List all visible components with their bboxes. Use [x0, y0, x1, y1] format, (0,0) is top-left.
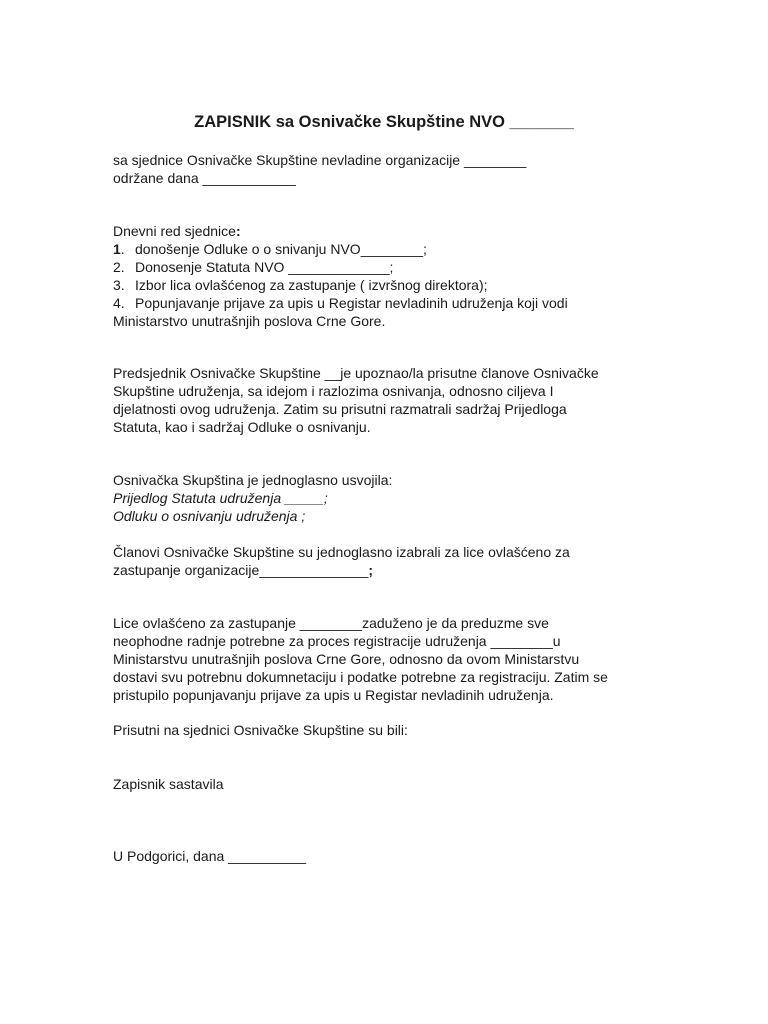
agenda-item	[113, 258, 658, 276]
agenda-heading	[113, 222, 658, 240]
intro-line-1: sa sjednice Osnivačke Skupštine nevladine organizacije ________	[113, 152, 527, 168]
intro-section	[113, 151, 658, 187]
members-line-1: Članovi Osnivačke Skupštine su jednoglasno izabrali za lice ovlašćeno za	[113, 544, 570, 560]
agenda-item-text: Popunjavanje prijave za upis u Registar nevladinih udruženja koji vodi	[135, 295, 568, 311]
agenda-item	[113, 276, 658, 294]
document-title: ZAPISNIK sa Osnivačke Skupštine NVO _______	[194, 113, 574, 131]
agenda-heading-text: Dnevni red sjednice	[113, 223, 236, 239]
paragraph-line: neophodne radnje potrebne za proces registracije udruženja ________u	[113, 633, 561, 649]
members-section	[113, 543, 658, 579]
paragraph-line: Predsjednik Osnivačke Skupštine __je upoznao/la prisutne članove Osnivačke	[113, 365, 599, 381]
agenda-item-text: Donosenje Statuta NVO _____________;	[135, 259, 394, 275]
paragraph-line: Skupštine udruženja, sa idejom i razlozima osnivanja, odnosno ciljeva I	[113, 383, 554, 399]
agenda-item-text: Izbor lica ovlašćenog za zastupanje ( izvršnog direktora);	[135, 277, 488, 293]
paragraph-line: pristupilo popunjavanju prijave za upis u Registar nevladinih udruženja.	[113, 687, 554, 703]
place-date-section	[113, 847, 658, 865]
agenda-item-number	[113, 240, 135, 258]
agenda-section	[113, 222, 658, 330]
agenda-item-number: 4.	[113, 295, 125, 311]
agenda-item-number-bold: 1	[113, 241, 121, 257]
agenda-heading-colon: :	[235, 223, 241, 239]
agenda-item-number: 3.	[113, 277, 125, 293]
agenda-item-number-dot: .	[120, 241, 125, 257]
adopted-section	[113, 471, 658, 525]
paragraph-line: djelatnosti ovog udruženja. Zatim su prisutni razmatrali sadržaj Prijedloga	[113, 401, 567, 417]
present-text: Prisutni na sjednici Osnivačke Skupštine su bili:	[113, 722, 408, 738]
place-date-text: U Podgorici, dana __________	[113, 848, 307, 864]
paragraph-line: Ministarstvu unutrašnjih poslova Crne Gore, odnosno da ovom Ministarstvu	[113, 651, 580, 667]
president-paragraph	[113, 364, 658, 436]
agenda-item	[113, 240, 658, 258]
members-line-2-text: zastupanje organizacije______________	[113, 562, 369, 578]
members-line-2-end: ;	[368, 562, 373, 578]
minutes-by-text: Zapisnik sastavila	[113, 776, 224, 792]
representative-paragraph	[113, 614, 658, 704]
intro-line-2: održane dana ____________	[113, 170, 296, 186]
agenda-item-text: donošenje Odluke o o snivanju NVO________;	[135, 241, 427, 257]
paragraph-line: Statuta, kao i sadržaj Odluke o osnivanju.	[113, 419, 371, 435]
minutes-by-section	[113, 775, 658, 793]
adopted-intro: Osnivačka Skupština je jednoglasno usvojila:	[113, 472, 393, 488]
agenda-continuation: Ministarstvo unutrašnjih poslova Crne Gore.	[113, 313, 386, 329]
paragraph-line: dostavi svu potrebnu dokumnetaciju i podatke potrebne za registraciju. Zatim se	[113, 669, 608, 685]
members-line-2	[113, 561, 658, 579]
agenda-item-number: 2.	[113, 259, 125, 275]
adopted-item-decision: Odluku o osnivanju udruženja ;	[113, 508, 306, 524]
adopted-item-statute: Prijedlog Statuta udruženja _____;	[113, 490, 328, 506]
present-section	[113, 721, 658, 739]
agenda-item	[113, 294, 658, 312]
paragraph-line: Lice ovlašćeno za zastupanje ________zaduženo je da preduzme sve	[113, 615, 549, 631]
